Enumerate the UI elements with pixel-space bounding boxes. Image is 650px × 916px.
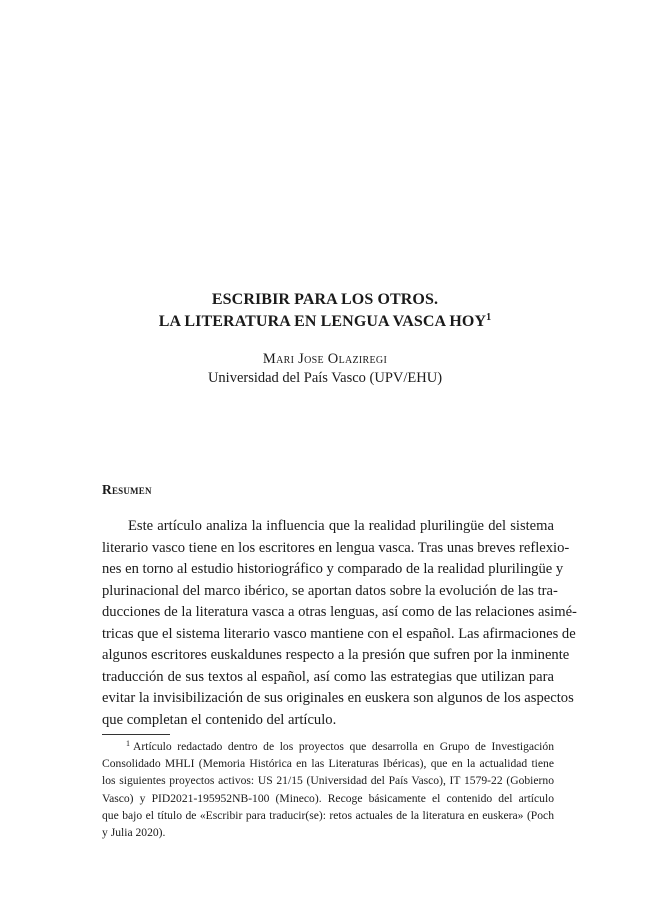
- article-title: [0, 289, 650, 333]
- abstract-line: que completan el contenido del artículo.: [102, 711, 337, 728]
- abstract-body: [102, 516, 577, 731]
- author-name: Mari Jose Olaziregi: [262, 351, 388, 367]
- title-line-2: [0, 311, 650, 333]
- title-line-2-text: LA LITERATURA EN LENGUA VASCA HOY: [158, 313, 487, 330]
- abstract-line: traducción de sus textos al español, así como las estrategias que utilizan para: [102, 668, 554, 685]
- footnote: [102, 738, 554, 841]
- footnote-line: Vasco) y PID2021-195952NB-100 (Mineco). Recoge básicamente el contenido del artículo: [102, 791, 554, 805]
- footnote-line: y Julia 2020).: [102, 826, 166, 840]
- abstract-line: ducciones de la literatura vasca a otras lenguas, así como de las relaciones asimé-: [102, 604, 577, 620]
- abstract-line: Este artículo analiza la influencia que la realidad plurilingüe del sistema: [128, 518, 554, 534]
- footnote-line: [102, 738, 554, 755]
- footnote-line: que bajo el título de «Escribir para traducir(se): retos actuales de la literatura en euskera» (Poch: [102, 808, 554, 822]
- footnote-line-text: Artículo redactado dentro de los proyectos que desarrolla en Grupo de Investigación: [133, 740, 554, 753]
- footnote-line: Consolidado MHLI (Memoria Histórica en las Literaturas Ibéricas), que en la actualidad tiene: [102, 757, 554, 771]
- footnote-line: los siguientes proyectos activos: US 21/15 (Universidad del País Vasco), IT 1579-22 (Gobierno: [102, 774, 554, 788]
- abstract-line: algunos escritores euskaldunes respecto a la presión que sufren por la inminente: [102, 647, 570, 663]
- abstract-line: evitar la invisibilización de sus originales en euskera son algunos de los aspectos: [102, 690, 574, 706]
- author-block: [0, 350, 650, 388]
- abstract-heading: Resumen: [102, 482, 152, 497]
- abstract-line: plurinacional del marco ibérico, se aportan datos sobre la evolución de las tra-: [102, 582, 558, 599]
- abstract-line: nes en torno al estudio historiográfico y comparado de la realidad plurilingüe y: [102, 561, 564, 577]
- title-line-1: ESCRIBIR PARA LOS OTROS.: [211, 291, 439, 308]
- author-affiliation: Universidad del País Vasco (UPV/EHU): [207, 370, 443, 386]
- footnote-divider: [102, 734, 170, 735]
- abstract-line: literario vasco tiene en los escritores en lengua vasca. Tras unas breves reflexio-: [102, 539, 570, 556]
- footnote-number: 1: [126, 739, 130, 748]
- title-footnote-marker[interactable]: 1: [486, 312, 492, 323]
- abstract-line: tricas que el sistema literario vasco mantiene con el español. Las afirmaciones de: [102, 625, 576, 642]
